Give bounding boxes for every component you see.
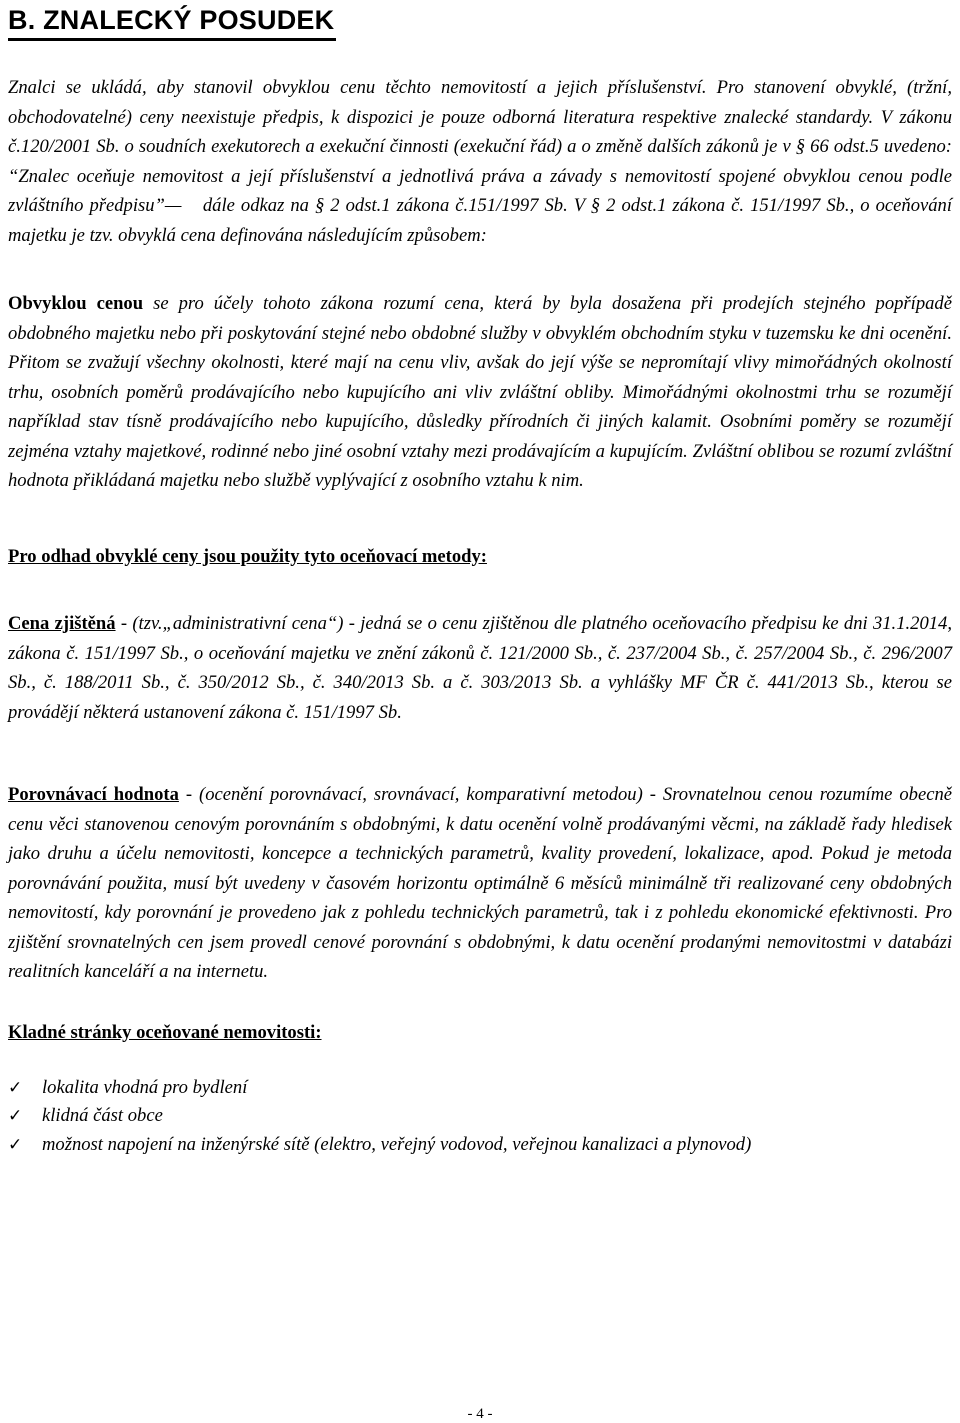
- assessed-price-paragraph: [8, 609, 952, 727]
- comparative-value-text: - (ocenění porovnávací, srovnávací, komparativní metodou) - Srovnatelnou cenou rozumíme obecně cenu věci stanovenou cenovým porovnáním s obdobnými, k datu ocenění volně prodávanými věcmi, na základě řady hledisek jako druhu a účelu nemovitosti, koncepce a technických parametrů, kvality provedení, lokalizace, apod. Pokud je metoda porovnávání použita, musí být uvedeny v časovém horizontu optimálně 6 měsíců minimálně tři realizované ceny obdobných nemovitostí, kdy porovnání je provedeno jak z pohledu technických parametrů, tak i z pohledu ekonomické efektivnosti. Pro zjištění srovnatelných cen jsem provedl cenové porovnání s obdobnými, k datu ocenění prodanými nemovitostmi v databázi realitních kanceláří a na internetu.: [8, 784, 952, 982]
- check-icon: ✓: [8, 1106, 23, 1127]
- intro-paragraph: [8, 73, 952, 250]
- section-title: B. ZNALECKÝ POSUDEK: [8, 5, 335, 35]
- list-item: [8, 1102, 952, 1130]
- methods-heading: Pro odhad obvyklé ceny jsou použity tyto oceňovací metody:: [8, 545, 487, 567]
- assessed-price-text: - (tzv.„administrativní cena“) - jedná se o cenu zjištěnou dle platného oceňovacího předpisu ke dni 31.1.2014, zákona č. 151/1997 Sb., o oceňování majetku ve znění zákonů č. 121/2000 Sb., č. 237/2004 Sb., č. 257/2004 Sb., č. 296/2007 Sb., č. 188/2011 Sb., č. 350/2012 Sb., č. 340/2013 Sb. a č. 303/2013 Sb. a vyhlášky MF ČR č. 441/2013 Sb., kterou se provádějí některá ustanovení zákona č. 151/1997 Sb.: [8, 613, 952, 723]
- check-icon: ✓: [8, 1134, 23, 1155]
- list-item: [8, 1074, 952, 1102]
- usual-price-definition: [8, 289, 952, 496]
- list-item-text: možnost napojení na inženýrské sítě (elektro, veřejný vodovod, veřejnou kanalizaci a plynovod): [42, 1133, 752, 1155]
- section-title-underline: [8, 3, 336, 41]
- usual-price-text: se pro účely tohoto zákona rozumí cena, která by byla dosažena při prodejích stejného popřípadě obdobného majetku nebo při poskytování stejné nebo obdobné služby v obvyklém obchodním styku v tuzemsku ke dni ocenění. Přitom se zvažují všechny okolnosti, které mají na cenu vliv, avšak do její výše se nepromítají vlivy mimořádných okolností trhu, osobních poměrů prodávajícího nebo kupujícího ani vliv zvláštní obliby. Mimořádnými okolnostmi trhu se rozumějí například stav tísně prodávajícího nebo kupujícího, důsledky přírodních či jiných kalamit. Osobními poměry se rozumějí zejména vztahy majetkové, rodinné nebo jiné osobní vztahy mezi prodávajícím a kupujícím. Zvláštní oblibou se rozumí zvláštní hodnota přikládaná majetku nebo službě vyplývající z osobního vztahu k nim.: [8, 293, 952, 491]
- list-item: [8, 1131, 952, 1159]
- check-icon: ✓: [8, 1078, 23, 1098]
- intro-text-part-1: Znalci se ukládá, aby stanovil obvyklou cenu těchto nemovitostí a jejich příslušenství. Pro stanovení obvyklé, (tržní, obchodovatelné) ceny neexistuje předpis, k dispozici je pouze odborná literatura respektive znalecké standardy. V zákonu č.120/2001 Sb. o soudních exekutorech a exekuční činnosti (exekuční řád) a o změně dalších zákonů je v § 66 odst.5 uvedeno: “Znalec oceňuje nemovitost a její příslušenství a jednotlivá práva a závady s nemovitostí spojené obvyklou cenou podle zvláštního předpisu”: [8, 77, 952, 216]
- document-page: [8, 0, 952, 1159]
- list-item-text: lokalita vhodná pro bydlení: [42, 1077, 248, 1098]
- comparative-value-term: Porovnávací hodnota: [8, 784, 179, 805]
- intro-text-part-2: dále odkaz na § 2 odst.1 zákona č.151/1997 Sb. V § 2 odst.1 zákona č. 151/1997 Sb., o oceňování majetku je tzv. obvyklá cena definována následujícím způsobem:: [8, 195, 953, 246]
- dash-separator: —: [164, 195, 182, 216]
- positives-heading: Kladné stránky oceňované nemovitosti:: [8, 1021, 322, 1043]
- positives-list: [8, 1074, 952, 1159]
- comparative-value-paragraph: [8, 780, 952, 987]
- list-item-text: klidná část obce: [42, 1105, 163, 1127]
- page-number: - 4 -: [467, 1406, 493, 1422]
- usual-price-term: Obvyklou cenou: [8, 293, 144, 314]
- assessed-price-term: Cena zjištěná: [8, 613, 116, 634]
